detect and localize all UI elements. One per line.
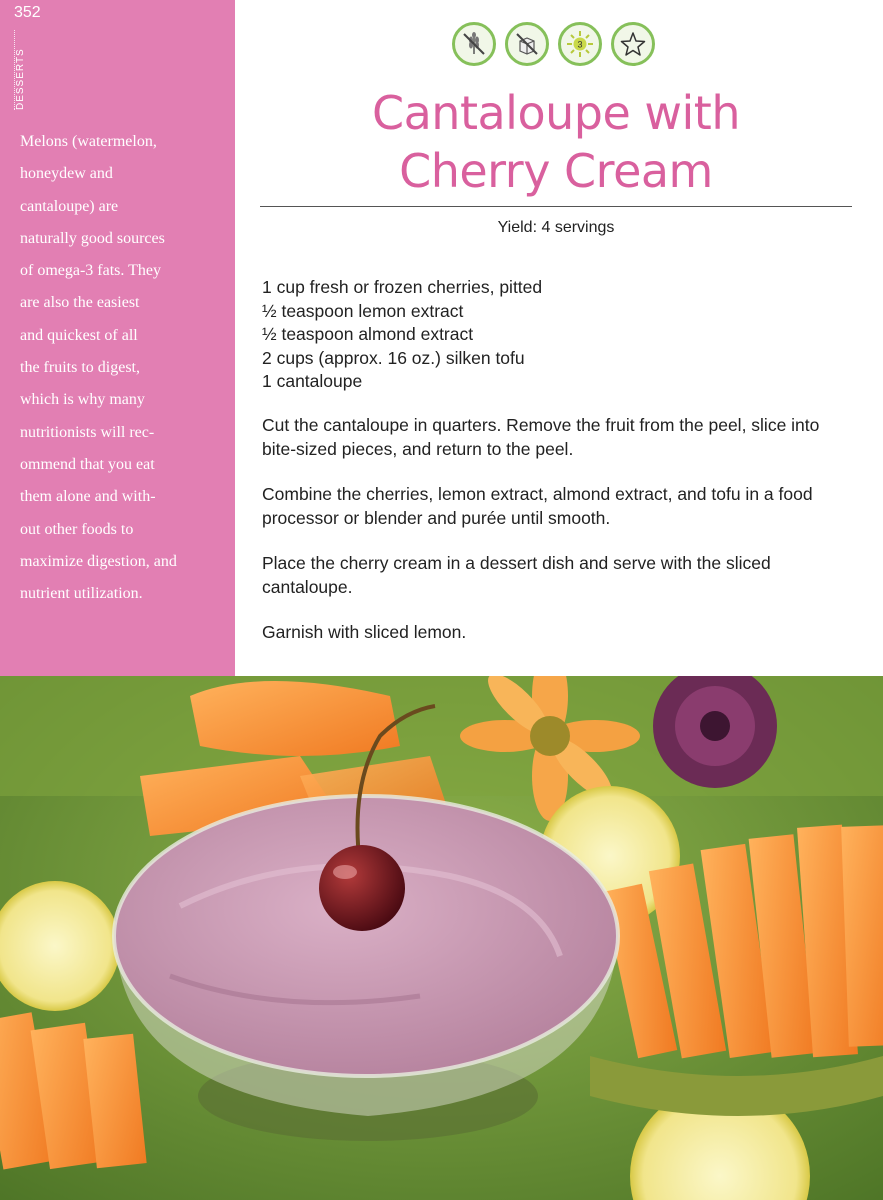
sidebar-panel: [0, 0, 235, 676]
sidebar-text: [20, 126, 220, 610]
instruction-step: Place the cherry cream in a dessert dish and serve with the sliced cantaloupe.: [262, 553, 771, 597]
sidebar-line: nutritionists will rec-: [20, 423, 155, 441]
sidebar-line: honeydew and: [20, 165, 113, 183]
sidebar-line: ommend that you eat: [20, 455, 155, 473]
instruction-step: Combine the cherries, lemon extract, almond extract, and tofu in a food processor or blender and purée until smooth.: [262, 484, 813, 528]
sidebar-line: cantaloupe) are: [20, 197, 119, 215]
sidebar-line: which is why many: [20, 391, 145, 409]
sidebar-line: out other foods to: [20, 520, 134, 538]
title-line: Cantaloupe with: [372, 86, 740, 140]
page-number: 352: [14, 4, 41, 21]
sidebar-line: Melons (watermelon,: [20, 133, 157, 150]
sidebar-line: and quickest of all: [20, 326, 138, 344]
dairy-free-icon: [505, 22, 549, 66]
phase-3-icon: [558, 22, 602, 66]
instructions: [262, 414, 852, 667]
ingredient-item: 1 cantaloupe: [262, 371, 363, 391]
phase-number: 3: [577, 39, 583, 50]
instruction-step: Cut the cantaloupe in quarters. Remove the fruit from the peel, slice into bite-sized pieces, and return to the peel.: [262, 415, 820, 459]
star-icon: [611, 22, 655, 66]
sidebar-line: naturally good sources: [20, 229, 165, 247]
section-label: DESSERTS: [14, 30, 35, 110]
title-line: Cherry Cream: [399, 144, 713, 198]
ingredient-item: 2 cups (approx. 16 oz.) silken tofu: [262, 347, 525, 368]
title-divider: [260, 206, 852, 207]
gluten-free-icon: [452, 22, 496, 66]
ingredient-list: [262, 276, 852, 394]
sidebar-line: of omega-3 fats. They: [20, 262, 161, 280]
sidebar-line: nutrient utilization.: [20, 585, 143, 603]
instruction-step: Garnish with sliced lemon.: [262, 622, 467, 642]
diet-icons: [452, 22, 655, 66]
recipe-title: [260, 84, 852, 200]
recipe-yield: Yield: 4 servings: [497, 219, 615, 236]
sidebar-line: them alone and with-: [20, 488, 156, 506]
sidebar-line: are also the easiest: [20, 294, 140, 312]
ingredient-item: ½ teaspoon lemon extract: [262, 300, 464, 321]
ingredient-item: ½ teaspoon almond extract: [262, 324, 474, 344]
dessert-photo: [0, 676, 883, 1200]
sidebar-line: the fruits to digest,: [20, 359, 140, 377]
ingredient-item: 1 cup fresh or frozen cherries, pitted: [262, 277, 543, 297]
sidebar-line: maximize digestion, and: [20, 552, 177, 570]
